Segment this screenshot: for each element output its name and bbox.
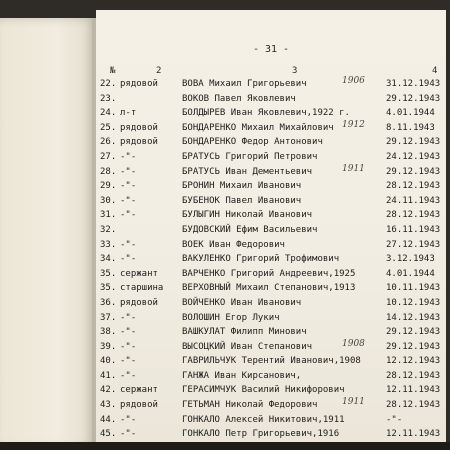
book-bottom-edge	[0, 442, 450, 450]
row-number: 35.	[100, 268, 117, 279]
name-cell: БУБЕНОК Павел Иванович	[182, 195, 302, 206]
table-row	[96, 338, 446, 356]
name-cell: БРОНИН Михаил Иванович	[182, 181, 302, 192]
date-cell: 28.12.1943	[386, 181, 441, 192]
handwritten-note: 1911	[342, 163, 365, 174]
rank-cell: -"-	[120, 312, 137, 323]
table-row	[96, 93, 446, 108]
date-cell: 29.12.1943	[386, 341, 441, 352]
table-row	[96, 399, 446, 414]
table-row	[96, 414, 446, 429]
name-cell: ВОЛОШИН Егор Лукич	[182, 312, 280, 323]
left-page	[0, 18, 96, 448]
name-cell: БРАТУСЬ Григорий Петрович	[182, 151, 318, 162]
name-cell: ВОКОВ Павел Яковлевич	[182, 93, 296, 104]
row-number: 30.	[100, 195, 117, 206]
date-cell: 24.11.1943	[386, 195, 441, 206]
handwritten-note: 1911	[342, 397, 365, 408]
table-row	[96, 151, 446, 166]
date-cell: 27.12.1943	[386, 239, 441, 250]
name-cell: ВЫСОЦКИЙ Иван Степанович	[182, 341, 313, 352]
date-cell: 14.12.1943	[386, 312, 441, 323]
rank-cell: рядовой	[120, 79, 158, 89]
name-cell: ВОЙЧЕНКО Иван Иванович	[182, 297, 302, 308]
row-number: 36.	[100, 297, 117, 308]
date-cell: 16.11.1943	[386, 224, 441, 235]
name-cell: ГОНКАЛО Алексей Никитович,1911	[182, 414, 345, 425]
row-number: 35.	[100, 283, 117, 294]
rank-cell: -"-	[120, 181, 137, 192]
date-cell: 10.11.1943	[386, 283, 441, 294]
name-cell: ГЕТЬМАН Николай Федорович	[182, 400, 318, 411]
table-row	[96, 312, 446, 327]
row-number: 33.	[100, 239, 117, 250]
date-cell: 28.12.1943	[386, 400, 441, 411]
name-cell: ВОЕК Иван Федорович	[182, 239, 285, 250]
name-cell: БРАТУСЬ Иван Дементьевич	[182, 166, 313, 177]
row-number: 37.	[100, 312, 117, 323]
table-row	[96, 78, 446, 93]
table-row	[96, 163, 446, 181]
row-number: 23.	[100, 93, 117, 104]
row-number: 22.	[100, 79, 117, 89]
date-cell: 24.12.1943	[386, 151, 441, 162]
table-row	[96, 370, 446, 385]
name-cell: ВАКУЛЕНКО Григорий Трофимович	[182, 254, 340, 265]
column-header: 4	[432, 66, 438, 76]
name-cell: БУДОВСКИЙ Ефим Васильевич	[182, 224, 318, 235]
column-header-row	[96, 66, 446, 78]
rank-cell: -"-	[120, 327, 137, 338]
rank-cell: рядовой	[120, 400, 158, 411]
row-number: 43.	[100, 400, 117, 411]
table-row	[96, 107, 446, 122]
table-row	[96, 119, 446, 137]
rank-cell: -"-	[120, 356, 137, 367]
page-number: - 31 -	[252, 44, 290, 55]
name-cell: ВАШКУЛАТ Филипп Минович	[182, 327, 307, 338]
table-row	[96, 428, 446, 442]
row-number: 44.	[100, 414, 117, 425]
handwritten-note: 1912	[342, 119, 365, 130]
rank-cell: -"-	[120, 166, 137, 177]
date-cell: 12.11.1943	[386, 385, 441, 396]
date-cell: 4.01.1944	[386, 268, 435, 279]
rank-cell: л-т	[120, 108, 137, 119]
row-number: 24.	[100, 108, 117, 119]
rank-cell: сержант	[120, 268, 158, 279]
date-cell: 28.12.1943	[386, 370, 441, 381]
row-number: 39.	[100, 341, 117, 352]
table-row	[96, 253, 446, 268]
table-row	[96, 268, 446, 283]
table-row	[96, 384, 446, 399]
rank-cell: рядовой	[120, 137, 158, 148]
name-cell: ВАРЧЕНКО Григорий Андреевич,1925	[182, 268, 356, 279]
date-cell: 29.12.1943	[386, 137, 441, 148]
table-row	[96, 224, 446, 239]
column-header: 2	[156, 66, 162, 76]
date-cell: 8.11.1943	[386, 122, 435, 133]
rank-cell: -"-	[120, 195, 137, 206]
rank-cell: рядовой	[120, 122, 158, 133]
name-cell: ГЕРАСИМЧУК Василий Никифорович	[182, 385, 345, 396]
table-row	[96, 239, 446, 254]
rank-cell: -"-	[120, 254, 137, 265]
row-number: 28.	[100, 166, 117, 177]
row-number: 42.	[100, 385, 117, 396]
name-cell: ГАВРИЛЬЧУК Терентий Иванович,1908	[182, 356, 361, 367]
row-number: 45.	[100, 429, 117, 440]
date-cell: 12.11.1943	[386, 429, 441, 440]
document-page	[96, 10, 446, 442]
row-number: 31.	[100, 210, 117, 221]
name-cell: БОЛДЫРЕВ Иван Яковлевич,1922 г.	[182, 108, 350, 119]
date-cell: 12.12.1943	[386, 356, 441, 367]
rank-cell: сержант	[120, 385, 158, 396]
table-row	[96, 180, 446, 195]
row-number: 40.	[100, 356, 117, 367]
row-number: 41.	[100, 370, 117, 381]
name-cell: БОНДАРЕНКО Михаил Михайлович	[182, 122, 334, 133]
row-number: 32.	[100, 224, 117, 235]
date-cell: 3.12.1943	[386, 254, 435, 265]
table-row	[96, 326, 446, 341]
name-cell: БУЛЫГИН Николай Иванович	[182, 210, 313, 221]
rank-cell: -"-	[120, 429, 137, 440]
rank-cell: рядовой	[120, 297, 158, 308]
name-cell: ГОНКАЛО Петр Григорьевич,1916	[182, 429, 340, 440]
name-cell: БОНДАРЕНКО Федор Антонович	[182, 137, 323, 148]
row-number: 34.	[100, 254, 117, 265]
date-cell: 29.12.1943	[386, 93, 441, 104]
date-cell: 10.12.1943	[386, 297, 441, 308]
date-cell: 28.12.1943	[386, 210, 441, 221]
rank-cell: -"-	[120, 370, 137, 381]
row-number: 25.	[100, 122, 117, 133]
register-list	[96, 78, 446, 442]
rank-cell: -"-	[120, 414, 137, 425]
table-row	[96, 297, 446, 312]
table-row	[96, 195, 446, 210]
rank-cell: старшина	[120, 283, 164, 294]
date-cell: -"-	[386, 414, 403, 425]
rank-cell: -"-	[120, 239, 137, 250]
name-cell: ВЕРХОВНЫЙ Михаил Степанович,1913	[182, 283, 356, 294]
date-cell: 29.12.1943	[386, 166, 441, 177]
row-number: 27.	[100, 151, 117, 162]
handwritten-note: 1908	[342, 338, 365, 349]
date-cell: 29.12.1943	[386, 327, 441, 338]
name-cell: ГАНЖА Иван Кирсанович,	[182, 370, 302, 381]
column-header: 3	[292, 66, 298, 76]
row-number: 29.	[100, 181, 117, 192]
rank-cell: -"-	[120, 151, 137, 162]
rank-cell: -"-	[120, 210, 137, 221]
date-cell: 31.12.1943	[386, 79, 441, 89]
column-header: №	[110, 66, 116, 76]
handwritten-note: 1906	[342, 76, 365, 86]
table-row	[96, 282, 446, 297]
row-number: 38.	[100, 327, 117, 338]
row-number: 26.	[100, 137, 117, 148]
date-cell: 4.01.1944	[386, 108, 435, 119]
table-row	[96, 209, 446, 224]
table-row	[96, 355, 446, 370]
name-cell: ВОВА Михаил Григорьевич	[182, 79, 307, 89]
table-row	[96, 136, 446, 151]
rank-cell: -"-	[120, 341, 137, 352]
